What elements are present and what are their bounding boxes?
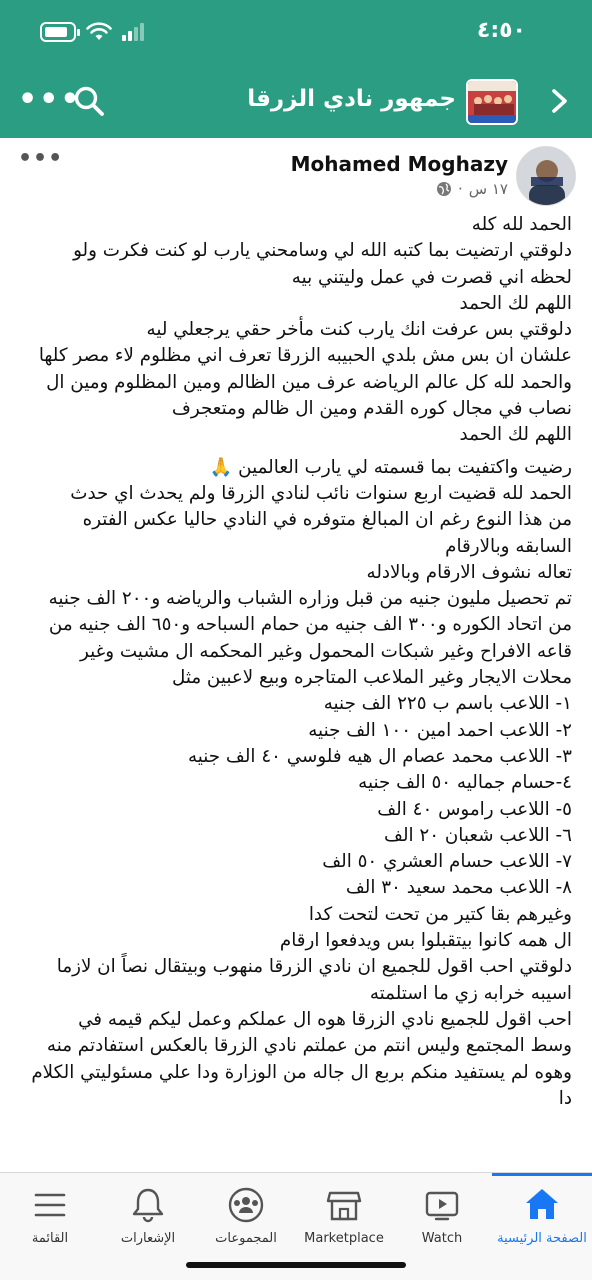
post-line: ٧- اللاعب حسام العشري ٥٠ الف: [322, 851, 572, 873]
marketplace-icon: [324, 1185, 364, 1225]
post-line: تعاله نشوف الارقام وبالادله: [366, 561, 572, 583]
nav-marketplace[interactable]: [294, 1185, 394, 1246]
post-line: قاعه الافراح وغير شبكات المحمول وغير المحكمه ال مشيت وغير: [80, 640, 572, 662]
nav-label: Watch: [421, 1231, 463, 1246]
post-line: الحمد لله كله: [471, 214, 572, 235]
post-line: رضيت واكتفيت بما قسمته لي يارب العالمين 🙏: [209, 456, 572, 478]
home-indicator: [186, 1262, 406, 1268]
nav-watch[interactable]: [392, 1185, 492, 1246]
nav-notifications[interactable]: [98, 1185, 198, 1246]
status-time: ٤:٥٠: [476, 18, 526, 43]
nav-label: Marketplace: [304, 1231, 384, 1246]
post-line: ٤-حسام جماليه ٥٠ الف جنيه: [358, 772, 572, 794]
more-dots-icon[interactable]: •••: [18, 146, 64, 171]
post-line: دا: [558, 1087, 572, 1109]
bell-icon: [128, 1185, 168, 1225]
nav-groups[interactable]: [196, 1185, 296, 1246]
post-line: ٢- اللاعب احمد امين ١٠٠ الف جنيه: [308, 719, 572, 741]
meta-separator: ·: [458, 180, 463, 198]
app-header: [0, 66, 592, 138]
nav-label: الصفحة الرئيسية: [497, 1231, 587, 1246]
battery-icon: [40, 22, 76, 42]
post-line: من اتحاد الكوره و٣٠٠ الف جنيه من حمام السباحه و٦٥٠ الف جنيه من: [48, 614, 572, 636]
post-line: دلوقتي ارتضيت بما كتبه الله لي وسامحني يارب لو كنت فكرت ولو: [73, 240, 572, 262]
more-dots-icon[interactable]: •••: [18, 82, 82, 117]
post-line: تم تحصيل مليون جنيه من قبل وزاره الشباب والرياضه و٢٠٠ الف جنيه: [48, 588, 572, 610]
post-line: ٥- اللاعب راموس ٤٠ الف: [377, 798, 572, 820]
post-line: لحظه اني قصرت في عمل وليتني بيه: [291, 266, 572, 288]
post-line: من هذا النوع رغم ان المبالغ متوفره في النادي حاليا عكس الفتره: [82, 509, 572, 531]
group-title[interactable]: جمهور نادي الزرقا: [247, 86, 456, 112]
post-line: ٨- اللاعب محمد سعيد ٣٠ الف: [345, 877, 572, 899]
post-line: السابقه وبالارقام: [445, 535, 572, 557]
signal-icon: [122, 23, 144, 41]
back-chevron-icon[interactable]: [544, 86, 574, 116]
active-tab-indicator: [492, 1173, 592, 1176]
post-body: [12, 212, 572, 1112]
watch-icon: [422, 1185, 462, 1225]
post-line: اسيبه خرابه زي ما استلمته: [369, 982, 572, 1004]
avatar[interactable]: [516, 146, 576, 206]
search-icon[interactable]: [72, 84, 106, 118]
post-line: الحمد لله قضيت اربع سنوات نائب لنادي الزرقا ولم يحدث اي حدث: [70, 482, 572, 504]
home-icon: [522, 1185, 562, 1225]
nav-label: القائمة: [31, 1231, 69, 1246]
post-line: وغيرهم بقا كتير من تحت لتحت كدا: [308, 903, 572, 925]
post-line: علشان ان بس مش بلدي الحبيبه الزرقا تعرف اني مظلوم لاء مصر كلها: [38, 345, 572, 367]
post-line: ٦- اللاعب شعبان ٢٠ الف: [384, 824, 572, 846]
post-meta: [436, 180, 508, 198]
author-name[interactable]: Mohamed Moghazy: [290, 152, 508, 176]
post-line: اللهم لك الحمد: [459, 292, 572, 314]
post-line: وسط المجتمع وليس انتم من عملتم نادي الزرقا بالعكس استفادتم منه: [46, 1035, 572, 1057]
globe-icon: [436, 181, 452, 197]
post-line: محلات الايجار وغير الملاعب المتاجره وبيع لاعبين مثل: [171, 667, 572, 689]
status-bar: [0, 0, 592, 66]
post-line: وهوه لم يستفيد منكم بربع ال جاله من الوزارة ودا علي مسئوليتي الكلام: [31, 1061, 572, 1083]
post-line: نصاب في مجال كوره القدم ومين ال ظالم ومتعجرف: [171, 398, 572, 420]
post-line: دلوقتي احب اقول للجميع ان نادي الزرقا منهوب وبيتقال نصاً ان لازما: [56, 956, 572, 978]
wifi-icon: [86, 22, 112, 42]
post-line: ١- اللاعب باسم ب ٢٢٥ الف جنيه: [323, 693, 572, 715]
post: [0, 138, 592, 1174]
nav-home[interactable]: [492, 1185, 592, 1246]
post-line: ال همه كانوا بيتقبلوا بس ويدفعوا ارقام: [279, 930, 572, 952]
groups-icon: [226, 1185, 266, 1225]
post-line: ٣- اللاعب محمد عصام ال هيه فلوسي ٤٠ الف جنيه: [187, 745, 572, 767]
post-time[interactable]: ١٧ س: [468, 180, 508, 198]
nav-label: الإشعارات: [120, 1231, 176, 1246]
post-line: والحمد لله كل عالم الرياضه عرف مين الظالم ومين المظلوم ومين ال: [46, 371, 572, 393]
post-line: اللهم لك الحمد: [459, 424, 572, 446]
status-icons: [40, 22, 144, 42]
nav-menu[interactable]: [0, 1185, 100, 1246]
post-line: احب اقول للجميع نادي الزرقا هوه ال عملكم وعمل ليكم قيمه في: [78, 1008, 572, 1030]
post-line: دلوقتي بس عرفت انك يارب كنت مأخر حقي يرجعلي ليه: [146, 319, 572, 341]
group-thumbnail[interactable]: [466, 79, 518, 125]
nav-label: المجموعات: [215, 1231, 277, 1246]
menu-icon: [30, 1185, 70, 1225]
